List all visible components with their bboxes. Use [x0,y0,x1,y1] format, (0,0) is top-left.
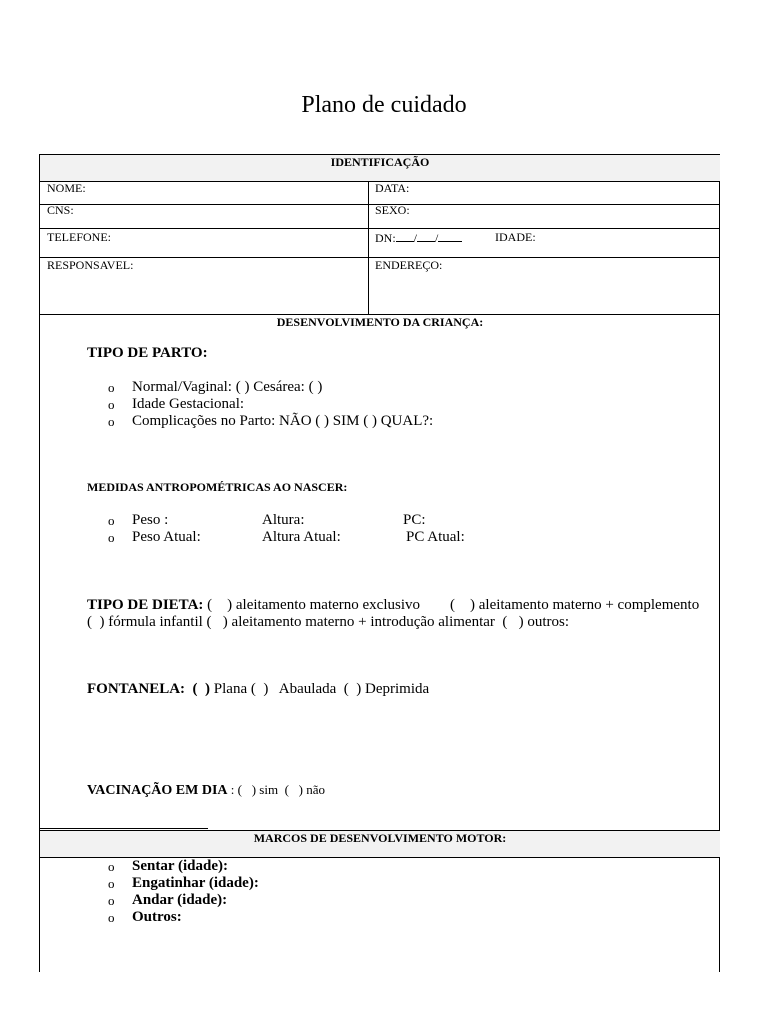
bullet: o [108,530,115,545]
tipo-dieta-line2: ( ) fórmula infantil ( ) aleitamento materno + introdução alimentar ( ) outros: [87,614,570,630]
tipo-dieta-options-1: ( ) aleitamento materno exclusivo ( ) aleitamento materno + complemento [203,597,700,613]
telefone-label: TELEFONE: [47,230,111,244]
list-item: o Outros: [108,909,182,925]
fontanela-heading: FONTANELA: ( ) [87,681,211,697]
list-item: o Engatinhar (idade): [108,875,259,891]
bullet: o [108,380,115,395]
marcos-list [108,858,259,926]
idade-label: IDADE: [495,230,536,244]
cns-label: CNS: [47,203,74,217]
bullet: o [108,397,115,412]
bullet: o [108,859,115,874]
rule-short [39,828,208,829]
bullet: o [108,910,115,925]
altura-atual-label: Altura Atual: [262,529,341,545]
dn-day-blank [396,230,414,242]
data-label: DATA: [375,181,410,195]
nome-label: NOME: [47,181,86,195]
list-item: o Sentar (idade): [108,858,228,874]
column-divider [368,181,369,314]
dn-field [375,230,462,246]
marcos-header: MARCOS DE DESENVOLVIMENTO MOTOR: [253,831,507,845]
list-item: o Normal/Vaginal: ( ) Cesárea: ( ) [108,379,323,395]
identificacao-header: IDENTIFICAÇÃO [330,155,430,169]
pc-atual-label: PC Atual: [406,529,465,545]
medidas-list [108,512,528,546]
medidas-heading: MEDIDAS ANTROPOMÉTRICAS AO NASCER: [87,480,348,494]
sexo-label: SEXO: [375,203,410,217]
tipo-parto-heading: TIPO DE PARTO: [87,345,208,361]
peso-atual-label: Peso Atual: [132,529,201,545]
responsavel-label: RESPONSAVEL: [47,258,134,272]
bullet: o [108,893,115,908]
tipo-dieta-heading: TIPO DE DIETA: [87,597,204,613]
vacinacao-heading: VACINAÇÃO EM DIA [87,783,228,798]
peso-label: Peso : [132,512,169,528]
fontanela-line [87,681,429,698]
altura-label: Altura: [262,512,305,528]
tipo-parto-list [108,379,433,430]
list-item [108,529,528,546]
list-item: o Idade Gestacional: [108,396,245,412]
vacinacao-options: : ( ) sim ( ) não [227,782,326,797]
rule-cns [39,228,720,229]
desenvolvimento-header: DESENVOLVIMENTO DA CRIANÇA: [276,315,484,329]
tipo-dieta-line1 [87,597,699,614]
list-item [108,512,528,529]
dn-year-blank [438,230,462,242]
bullet: o [108,414,115,429]
dn-separator: / [413,231,418,245]
dn-separator: / [435,231,439,245]
page-title: Plano de cuidado [301,92,467,118]
fontanela-options: Plana ( ) Abaulada ( ) Deprimida [210,681,430,697]
vacinacao-line [87,781,325,799]
dn-label: DN: [375,231,396,245]
dn-month-blank [417,230,435,242]
list-item: o Andar (idade): [108,892,228,908]
endereco-label: ENDEREÇO: [375,258,443,272]
bullet: o [108,876,115,891]
list-item: o Complicações no Parto: NÃO ( ) SIM ( ) QUAL?: [108,413,434,429]
pc-label: PC: [403,512,426,528]
bullet: o [108,513,115,528]
